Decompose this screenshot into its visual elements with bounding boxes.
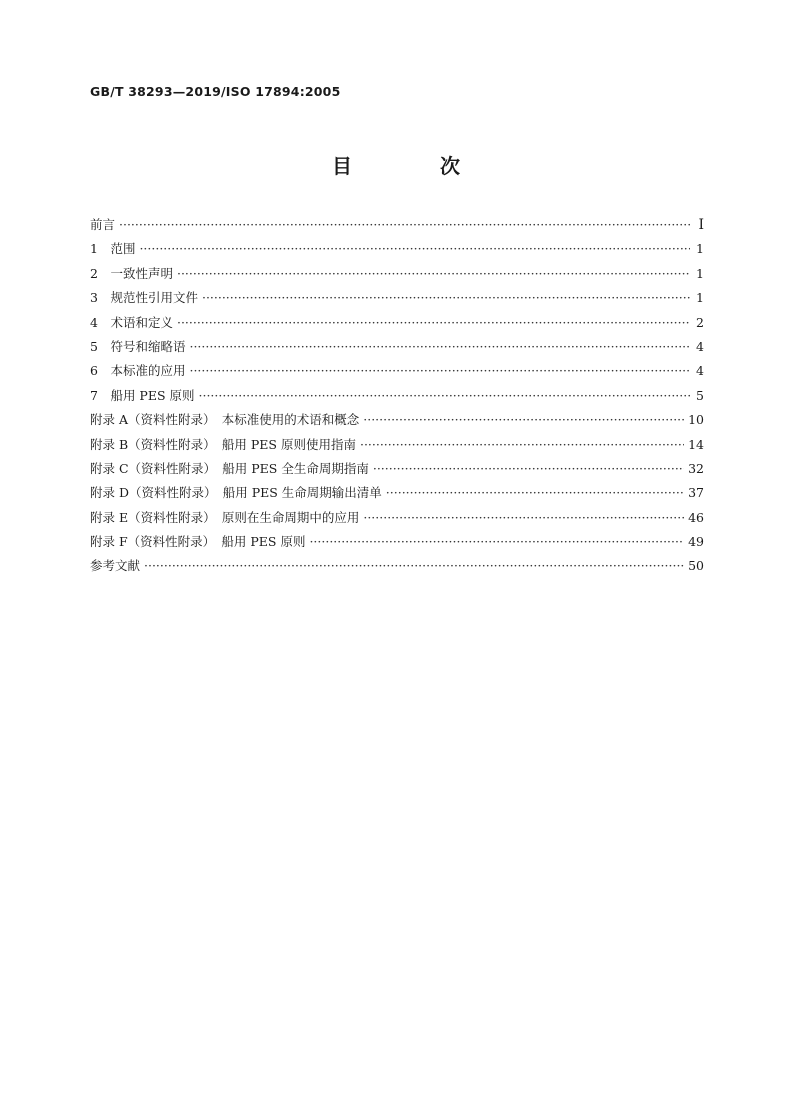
toc-entry-label: 5 符号和缩略语 [90,338,186,354]
toc-entry-label: 参考文献 [90,558,141,574]
toc-leader-dots [363,412,684,427]
toc-leader-dots [202,290,690,305]
toc-entry-page: 46 [688,509,704,525]
toc-entry-label: 附录 A（资料性附录） 本标准使用的术语和概念 [90,412,360,428]
toc-entry-page: Ⅰ [698,217,704,233]
toc-entry-application[interactable] [90,361,704,385]
toc-leader-dots [360,437,684,452]
toc-entry-page: 4 [696,363,704,379]
toc-entry-annex-d[interactable] [90,483,704,507]
toc-entry-page: 37 [688,485,704,501]
toc-entry-conformance[interactable] [90,264,704,288]
toc-entry-label: 6 本标准的应用 [90,363,186,379]
toc-entry-page: 5 [696,387,704,403]
toc-entry-label: 7 船用 PES 原则 [90,387,195,403]
toc-leader-dots [139,241,690,256]
toc-entry-page: 32 [688,460,704,476]
toc-entry-page: 49 [688,534,704,550]
toc-entry-page: 4 [696,338,704,354]
toc-entry-annex-c[interactable] [90,459,704,483]
toc-leader-dots [386,485,684,500]
toc-leader-dots [363,510,684,525]
toc-entry-foreword[interactable] [90,215,704,239]
toc-entry-label: 2 一致性声明 [90,265,173,281]
toc-entry-label: 前言 [90,217,116,232]
toc-leader-dots [199,388,691,403]
toc-entry-label: 附录 C（资料性附录） 船用 PES 全生命周期指南 [90,460,369,476]
toc-entry-label: 1 范围 [90,241,136,257]
toc-entry-label: 附录 B（资料性附录） 船用 PES 原则使用指南 [90,436,356,452]
toc-entry-label: 3 规范性引用文件 [90,290,198,306]
toc-entry-symbols-abbreviations[interactable] [90,337,704,361]
toc-entry-page: 1 [696,290,704,306]
toc-entry-label: 附录 F（资料性附录） 船用 PES 原则 [90,534,306,550]
toc-entry-pes-principles[interactable] [90,386,704,410]
table-of-contents [90,215,704,581]
toc-leader-dots [189,363,690,378]
toc-entry-page: 10 [688,412,704,428]
toc-entry-annex-b[interactable] [90,435,704,459]
toc-entry-label: 附录 E（资料性附录） 原则在生命周期中的应用 [90,509,360,525]
page-title: 目 次 [332,154,494,178]
toc-entry-normative-references[interactable] [90,288,704,312]
toc-leader-dots [189,339,690,354]
toc-entry-label: 4 术语和定义 [90,314,173,330]
toc-leader-dots [177,315,690,330]
toc-leader-dots [177,266,690,281]
toc-entry-page: 50 [688,558,704,574]
toc-entry-scope[interactable] [90,239,704,263]
toc-entry-annex-a[interactable] [90,410,704,434]
toc-leader-dots [144,558,684,573]
toc-entry-bibliography[interactable] [90,556,704,580]
toc-entry-page: 1 [696,241,704,257]
standard-code: GB/T 38293—2019/ISO 17894:2005 [90,84,341,99]
toc-leader-dots [119,217,690,232]
toc-leader-dots [309,534,684,549]
toc-entry-terms-definitions[interactable] [90,313,704,337]
toc-entry-page: 2 [696,314,704,330]
toc-entry-label: 附录 D（资料性附录） 船用 PES 生命周期输出清单 [90,485,382,501]
toc-entry-page: 14 [688,436,704,452]
toc-leader-dots [373,461,684,476]
toc-entry-annex-e[interactable] [90,508,704,532]
toc-entry-annex-f[interactable] [90,532,704,556]
toc-entry-page: 1 [696,265,704,281]
